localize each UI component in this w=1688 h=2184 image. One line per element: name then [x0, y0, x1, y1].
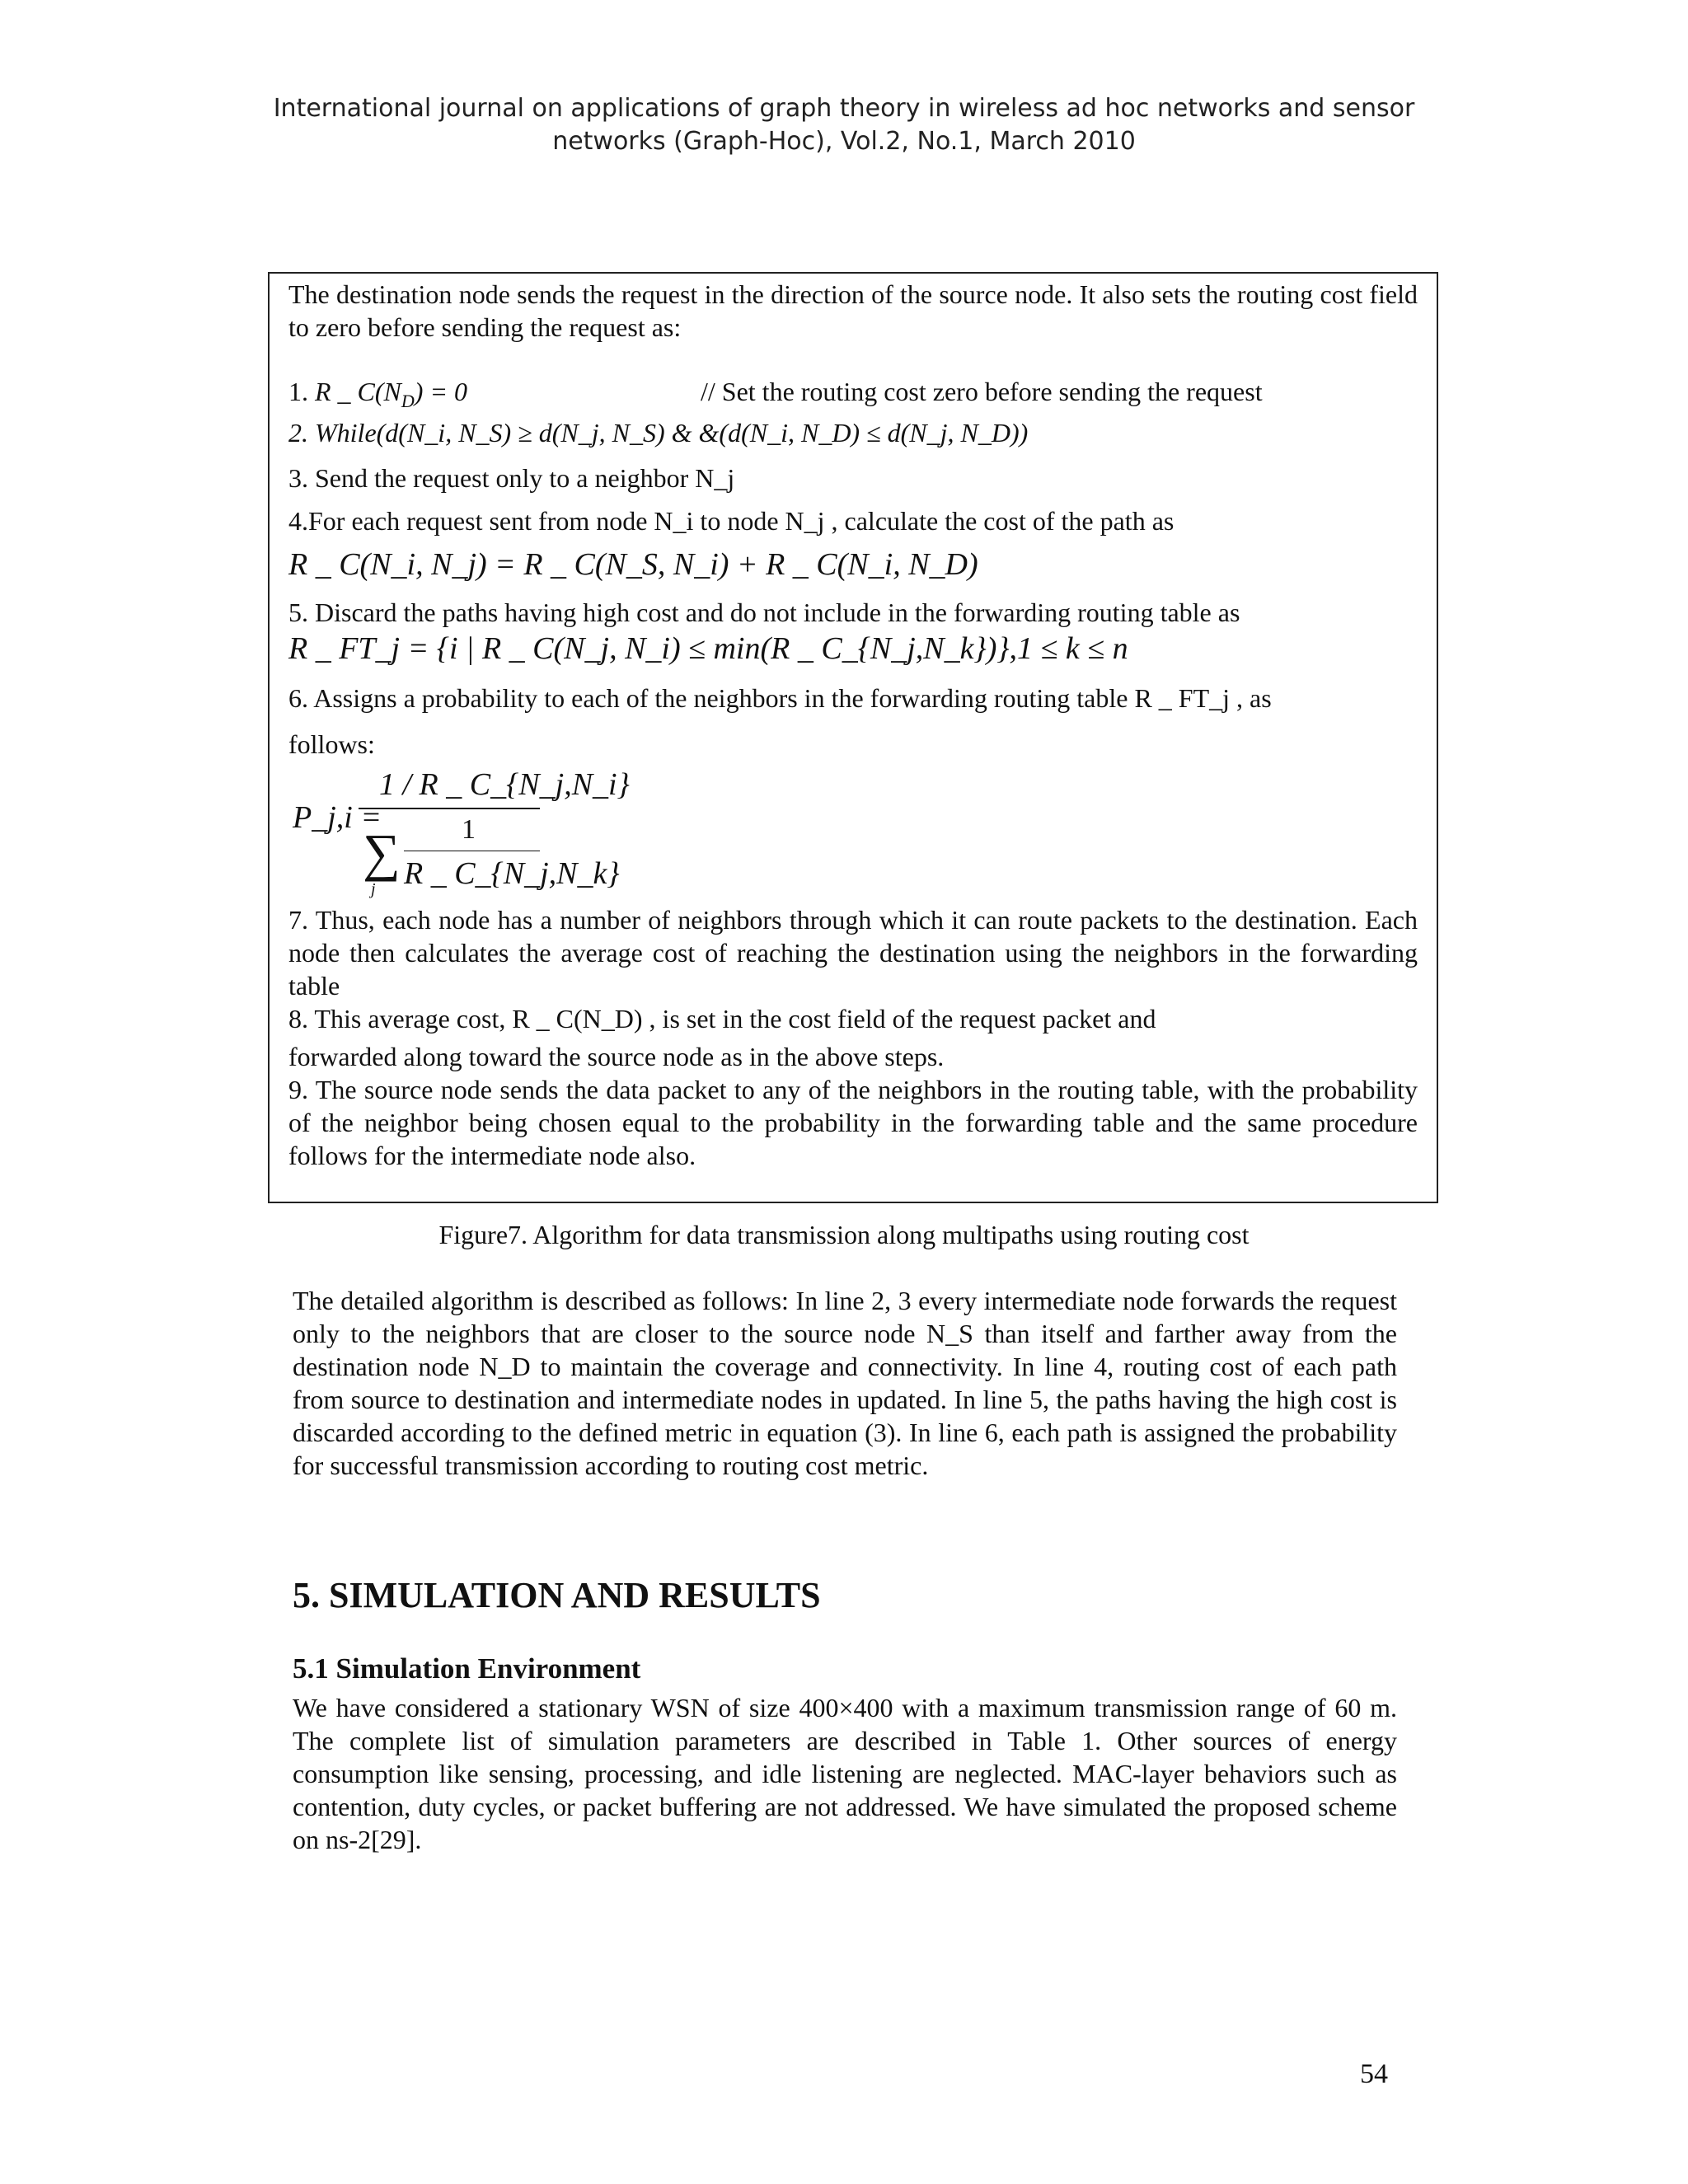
algorithm-step-4: 4.For each request sent from node N_i to node N_j , calculate the cost of the path as: [288, 506, 1175, 536]
step-4-formula: R _ C(N_i, N_j) = R _ C(N_S, N_i) + R _ C(N_i, N_D): [288, 547, 978, 582]
subsection-heading: 5.1 Simulation Environment: [293, 1652, 641, 1685]
inner-denominator: R _ C_{N_j,N_k}: [404, 856, 620, 891]
step-6-follows: follows:: [288, 729, 375, 759]
algorithm-step-3: 3. Send the request only to a neighbor N_j: [288, 463, 735, 493]
algorithm-step-7: 7. Thus, each node has a number of neighbors through which it can route packets to the destination. Each node then calculates the average cost of reaching the destination using the neighbors in the forwarding table: [288, 905, 1418, 1001]
algorithm-step-8a: 8. This average cost, R _ C(N_D) , is set in the cost field of the request packet and: [288, 1004, 1156, 1033]
paragraph-algorithm-description: The detailed algorithm is described as follows: In line 2, 3 every intermediate node forwards the request only to the neighbors that are closer to the source node N_S than itself and farther away from the destination node N_D to maintain the coverage and connectivity. In line 4, routing cost of each path from source to destination and intermediate nodes in updated. In line 5, the paths having the high cost is discarded according to the defined metric in equation (3). In line 6, each path is assigned the probability for successful transmission according to routing cost metric.: [293, 1286, 1397, 1480]
step-1-tail: ) = 0: [414, 377, 468, 406]
section-heading: 5. SIMULATION AND RESULTS: [293, 1575, 821, 1615]
running-header: [0, 92, 1688, 158]
probability-lhs: P_j,i =: [293, 800, 382, 835]
algorithm-step-5: 5. Discard the paths having high cost and do not include in the forwarding routing table as: [288, 598, 1240, 627]
inner-numerator: 1: [462, 814, 476, 845]
figure-caption: Figure7. Algorithm for data transmission along multipaths using routing cost: [438, 1220, 1250, 1249]
fraction-bar: [359, 808, 540, 809]
page-number: 54: [1360, 2059, 1388, 2089]
step-5-formula: R _ FT_j = {i | R _ C(N_j, N_i) ≤ min(R _ C_{N_j,N_k})},1 ≤ k ≤ n: [288, 631, 1128, 666]
algorithm-step-6: 6. Assigns a probability to each of the neighbors in the forwarding routing table R _ FT_j , as: [288, 683, 1272, 713]
algorithm-step-2: 2. While(d(N_i, N_S) ≥ d(N_j, N_S) & &(d(N_i, N_D) ≤ d(N_j, N_D)): [288, 418, 1029, 448]
algorithm-step-9: 9. The source node sends the data packet to any of the neighbors in the routing table, with the probability of the neighbor being chosen equal to the probability in the forwarding table and the same procedure follows for the intermediate node also.: [288, 1075, 1418, 1170]
step-1-number: 1.: [288, 377, 308, 406]
paragraph-simulation-environment: We have considered a stationary WSN of size 400×400 with a maximum transmission range of 60 m. The complete list of simulation parameters are described in Table 1. Other sources of energy consumption like sensing, processing, and idle listening are neglected. MAC-layer behaviors such as contention, duty cycles, or packet buffering are not addressed. We have simulated the proposed scheme on ns-2[29].: [293, 1693, 1397, 1854]
step-1-sub: D: [401, 391, 415, 411]
probability-formula: [288, 766, 630, 907]
header-line-2: networks (Graph-Hoc), Vol.2, No.1, March 2010: [552, 127, 1136, 156]
algorithm-step-1: [288, 375, 467, 418]
step-1-comment: // Set the routing cost zero before sending the request: [701, 377, 1263, 406]
step-1-math: R _ C(N: [315, 377, 401, 406]
header-line-1: International journal on applications of graph theory in wireless ad hoc networks and sensor: [273, 94, 1415, 123]
summation-sign: ∑: [363, 823, 401, 882]
probability-numerator: 1 / R _ C_{N_j,N_i}: [379, 767, 630, 802]
summation-index: j: [371, 880, 376, 898]
algorithm-step-8b: forwarded along toward the source node as in the above steps.: [288, 1042, 945, 1071]
algorithm-intro: The destination node sends the request in the direction of the source node. It also sets the routing cost field to zero before sending the request as:: [288, 279, 1418, 342]
